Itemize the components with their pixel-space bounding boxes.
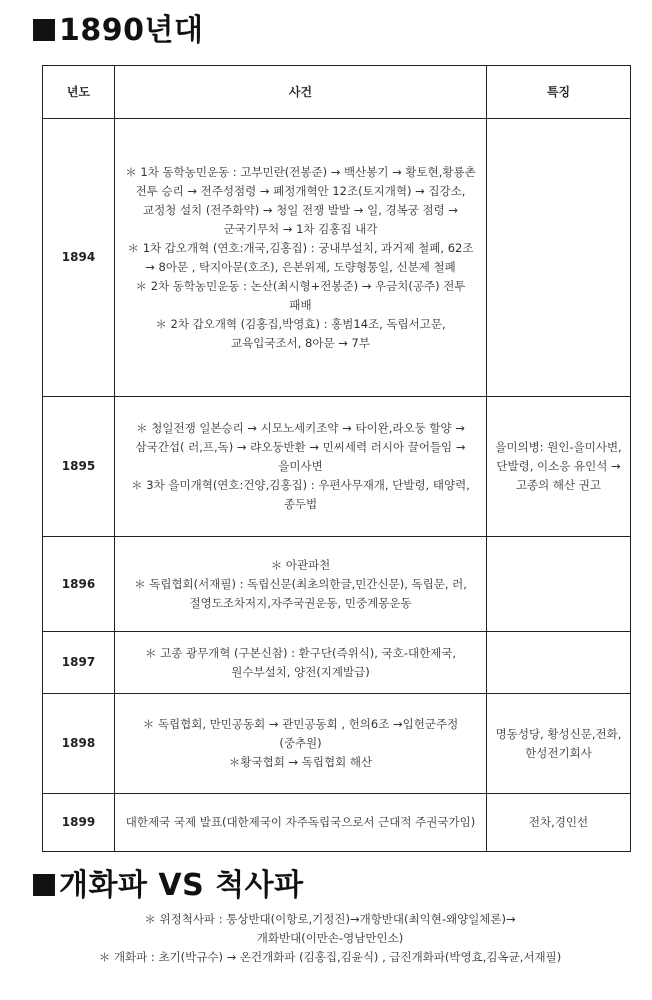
event-line: ＊ 청일전쟁 일본승리 → 시모노세키조약 → 타이완,라오둥 할양 →삼국간섭( 러,프,독) → 랴오둥반환 → 민씨세력 러시아 끌어들임 → 을미사변 — [135, 421, 466, 473]
table-row — [43, 537, 631, 632]
section-title-reformers-vs-conservatives — [33, 869, 304, 903]
header-feature: 특징 — [487, 66, 631, 119]
event-line: ＊ 2차 갑오개혁 (김홍집,박영효) : 홍범14조, 독립서고문,교육입국조서, 8아문 → 7부 — [155, 316, 446, 350]
event-line: ＊ 3차 을미개혁(연호:건양,김홍집) : 우편사무재개, 단발령, 태양력, 종두법 — [131, 478, 470, 511]
summary-line: ＊ 개화파 : 초기(박규수) → 온건개화파 (김홍집,김윤식) , 급진개화파(박영효,김옥균,서재필) — [98, 950, 562, 964]
year-cell: 1899 — [43, 794, 115, 852]
section-title-text: 1890년대 — [59, 13, 204, 48]
event-cell — [115, 119, 487, 397]
table-row — [43, 119, 631, 397]
event-cell — [115, 537, 487, 632]
event-line: ＊황국협회 → 독립협회 해산 — [228, 755, 373, 769]
event-line: ＊ 아관파천 — [270, 557, 331, 572]
year-cell: 1895 — [43, 397, 115, 537]
table-row — [43, 397, 631, 537]
table-row — [43, 632, 631, 694]
event-cell — [115, 397, 487, 537]
feature-cell: 명동성당, 황성신문,전화,한성전기회사 — [487, 694, 631, 794]
section-title-1890s — [33, 14, 203, 48]
faction-summary — [20, 910, 640, 967]
event-line: ＊ 독립협회, 만민공동회 → 관민공동회 , 헌의6조 →입헌군주정(중추원) — [142, 717, 459, 750]
header-event: 사건 — [115, 66, 487, 119]
event-line: ＊ 1차 동학농민운동 : 고부민란(전봉준) → 백산봉기 → 황토현,황룡촌 전투 승리 → 전주성점령 → 폐정개혁안 12조(토지개혁) → 집강소, 교정청 설치 (전주화약) → 청일 전쟁 발발 → 일, 경복궁 점령 → 군국기무처 → 1차 김홍집 내각 — [125, 164, 476, 236]
feature-cell — [487, 537, 631, 632]
year-cell: 1897 — [43, 632, 115, 694]
square-bullet-icon — [33, 19, 55, 41]
feature-cell: 을미의병: 원인-을미사변, 단발령, 이소응 유인석 → 고종의 해산 권고 — [487, 397, 631, 537]
event-line: ＊ 고종 광무개혁 (구본신참) : 환구단(즉위식), 국호-대한제국,원수부설치, 양전(지계발급) — [144, 645, 457, 679]
feature-cell — [487, 632, 631, 694]
event-line: ＊ 2차 동학농민운동 : 논산(최시형+전봉준) → 우금치(공주) 전투 패배 — [135, 278, 466, 312]
year-cell: 1898 — [43, 694, 115, 794]
event-cell — [115, 694, 487, 794]
summary-line: 개화반대(이만손-영남만인소) — [256, 931, 404, 945]
event-cell — [115, 794, 487, 852]
feature-cell: 전차,경인선 — [487, 794, 631, 852]
square-bullet-icon — [33, 874, 55, 896]
feature-cell — [487, 119, 631, 397]
table-row — [43, 694, 631, 794]
table-header-row — [43, 66, 631, 119]
event-line: ＊ 독립협회(서재필) : 독립신문(최초의한글,민간신문), 독립문, 러,절영도조차저지,자주국권운동, 민중계몽운동 — [134, 576, 467, 610]
section-title-text: 개화파 VS 척사파 — [59, 868, 304, 903]
header-year: 년도 — [43, 66, 115, 119]
event-line: 대한제국 국제 발표(대한제국이 자주독립국으로서 근대적 주권국가임) — [125, 815, 476, 829]
history-table — [42, 65, 631, 852]
event-line: ＊ 1차 갑오개혁 (연호:개국,김홍집) : 궁내부설치, 과거제 철폐, 62조 → 8아문 , 탁지아문(호조), 은본위제, 도량형통일, 신분제 철폐 — [127, 240, 474, 274]
summary-line: ＊ 위정척사파 : 통상반대(이항로,기정진)→개항반대(최익현-왜양일체론)→ — [144, 912, 516, 926]
event-cell — [115, 632, 487, 694]
table-row — [43, 794, 631, 852]
year-cell: 1894 — [43, 119, 115, 397]
year-cell: 1896 — [43, 537, 115, 632]
